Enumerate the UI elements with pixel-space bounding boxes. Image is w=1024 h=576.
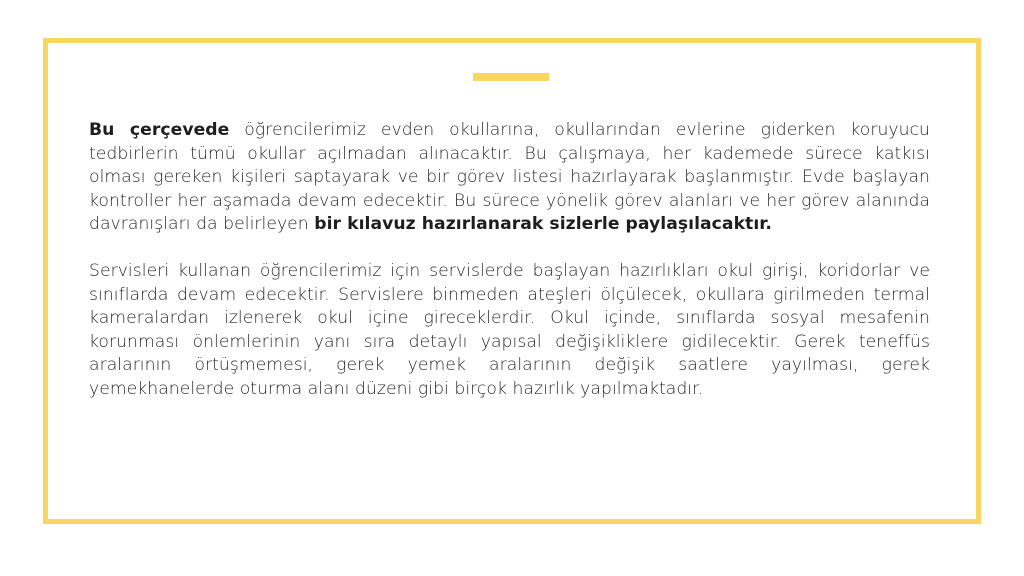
accent-bar: [473, 73, 549, 81]
paragraph-2-text: Servisleri kullanan öğrencilerimiz için servislerde başlayan hazırlıkları okul girişi, koridorlar ve sınıflarda devam edecektir. Servislere binmeden ateşleri ölçülecek, okullara girilmeden termal kameralardan izlenerek okul içine gireceklerdir. Okul içinde, sınıflarda sosyal mesafenin korunması önlemlerinin yanı sıra detaylı yapısal değişikliklere gidilecektir. Gerek teneffüs aralarının örtüşmemesi, gerek yemek aralarının değişik saatlere yayılması, gerek yemekhanelerde oturma alanı düzeni gibi birçok hazırlık yapılmaktadır.: [89, 261, 930, 399]
slide-body: [89, 119, 930, 401]
paragraph-1-lead-bold: Bu çerçevede: [89, 120, 230, 140]
paragraph-1-trail-bold: bir kılavuz hazırlanarak sizlerle paylaşılacaktır.: [314, 214, 772, 234]
paragraph-1-text: öğrencilerimiz evden okullarına, okullarından evlerine giderken koruyucu tedbirlerin tümü okullar açılmadan alınacaktır. Bu çalışmaya, her kademede sürece katkısı olması gereken kişileri saptayarak ve bir görev listesi hazırlayarak başlanmıştır. Evde başlayan kontroller her aşamada devam edecektir. Bu sürece yönelik görev alanları ve her görev alanında davranışları da belirleyen: [89, 120, 930, 234]
paragraph-2: [89, 260, 930, 401]
paragraph-1: [89, 119, 930, 237]
